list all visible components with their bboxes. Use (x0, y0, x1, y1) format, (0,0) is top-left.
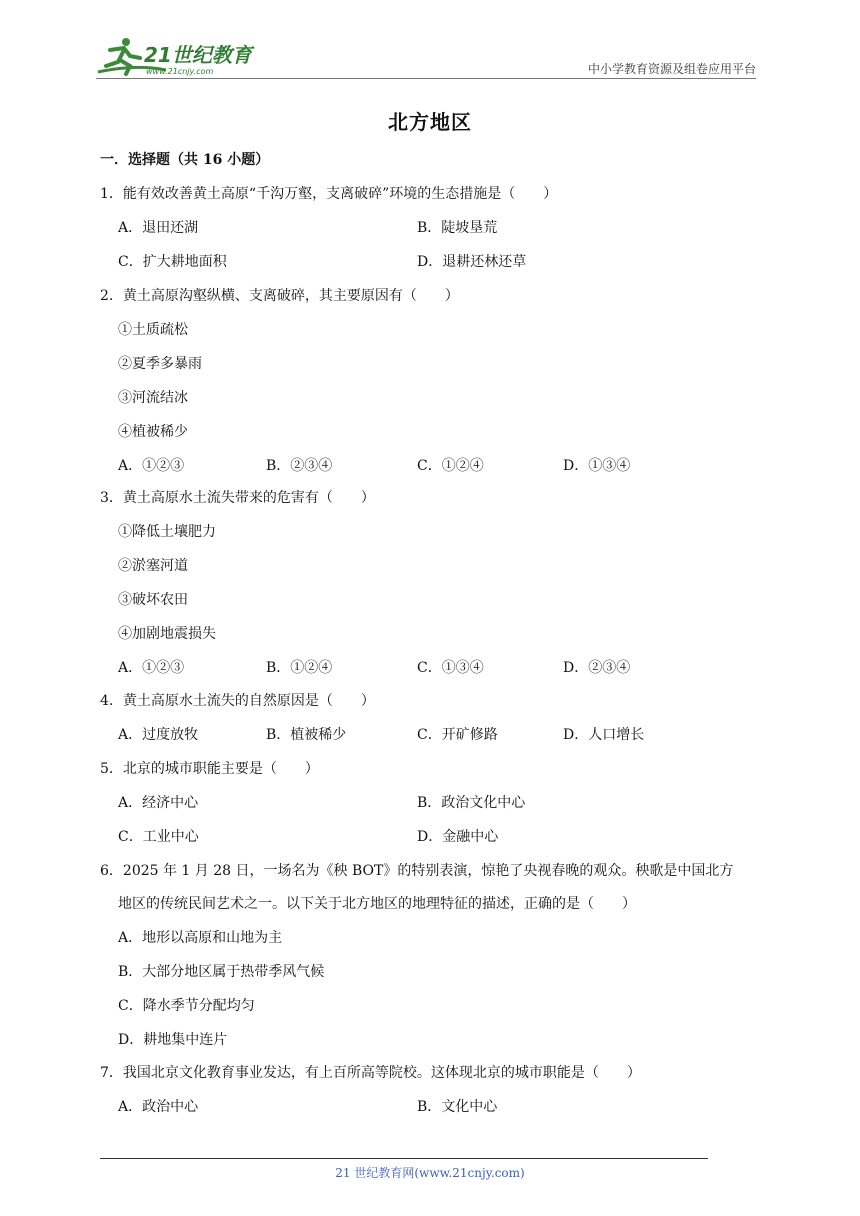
q7-option-a[interactable]: A．政治中心 (118, 1099, 199, 1115)
q1-option-c[interactable]: C．扩大耕地面积 (118, 254, 227, 270)
q6-option-d[interactable]: D．耕地集中连片 (118, 1032, 228, 1048)
q3-item-3: ③破坏农田 (118, 592, 188, 608)
q2-item-2: ②夏季多暴雨 (118, 356, 202, 372)
q5-option-a[interactable]: A．经济中心 (118, 795, 199, 811)
q1-option-b[interactable]: B．陡坡垦荒 (417, 220, 498, 236)
q1-option-d[interactable]: D．退耕还林还草 (417, 254, 527, 270)
q2-item-4: ④植被稀少 (118, 424, 188, 440)
page-header (96, 32, 756, 78)
page-title: 北方地区 (388, 110, 472, 134)
q5-option-d[interactable]: D．金融中心 (417, 829, 499, 845)
q2-item-3: ③河流结冰 (118, 390, 188, 406)
q3-option-d[interactable]: D．②③④ (563, 660, 631, 676)
logo-url-text: www.21cnjy.com (146, 67, 214, 76)
q3-item-4: ④加剧地震损失 (118, 626, 216, 642)
q6-option-a[interactable]: A．地形以高原和山地为主 (118, 930, 283, 946)
q5-option-c[interactable]: C．工业中心 (118, 829, 199, 845)
q2-option-a[interactable]: A．①②③ (118, 458, 185, 474)
logo-main-text: 21世纪教育 (144, 43, 252, 67)
q2-option-c[interactable]: C．①②④ (417, 458, 484, 474)
q4-option-d[interactable]: D．人口增长 (563, 727, 645, 743)
q2-option-b[interactable]: B．②③④ (266, 458, 333, 474)
q7-option-b[interactable]: B．文化中心 (417, 1099, 498, 1115)
q5-option-b[interactable]: B．政治文化中心 (417, 795, 526, 811)
footer-divider (100, 1158, 708, 1159)
q3-option-c[interactable]: C．①③④ (417, 660, 484, 676)
q3-item-1: ①降低土壤肥力 (118, 524, 216, 540)
question-2-stem: 2．黄土高原沟壑纵横、支离破碎，其主要原因有（ ） (100, 288, 459, 304)
logo (96, 36, 266, 76)
footer-link[interactable]: 21 世纪教育网(www.21cnjy.com) (335, 1166, 525, 1180)
q6-option-b[interactable]: B．大部分地区属于热带季风气候 (118, 964, 325, 980)
platform-label: 中小学教育资源及组卷应用平台 (587, 62, 756, 76)
q4-option-c[interactable]: C．开矿修路 (417, 727, 498, 743)
q4-option-b[interactable]: B．植被稀少 (266, 727, 347, 743)
question-7-stem: 7．我国北京文化教育事业发达，有上百所高等院校。这体现北京的城市职能是（ ） (100, 1065, 641, 1081)
question-5-stem: 5．北京的城市职能主要是（ ） (100, 761, 319, 777)
question-6-stem-cont: 地区的传统民间艺术之一。以下关于北方地区的地理特征的描述，正确的是（ ） (118, 896, 636, 912)
q6-option-c[interactable]: C．降水季节分配均匀 (118, 998, 255, 1014)
q2-option-d[interactable]: D．①③④ (563, 458, 631, 474)
question-4-stem: 4．黄土高原水土流失的自然原因是（ ） (100, 693, 375, 709)
q3-option-b[interactable]: B．①②④ (266, 660, 333, 676)
header-divider (96, 78, 756, 79)
q3-item-2: ②淤塞河道 (118, 558, 188, 574)
question-3-stem: 3．黄土高原水土流失带来的危害有（ ） (100, 490, 375, 506)
q4-option-a[interactable]: A．过度放牧 (118, 727, 199, 743)
question-1-stem: 1．能有效改善黄土高原“千沟万壑，支离破碎”环境的生态措施是（ ） (100, 186, 558, 202)
section-heading: 一．选择题（共 16 小题） (100, 152, 270, 168)
question-6-stem: 6．2025 年 1 月 28 日，一场名为《秧 BOT》的特别表演，惊艳了央视春晚的观众。秧歌是中国北方 (100, 863, 734, 879)
q3-option-a[interactable]: A．①②③ (118, 660, 185, 676)
q2-item-1: ①土质疏松 (118, 322, 188, 338)
q1-option-a[interactable]: A．退田还湖 (118, 220, 199, 236)
